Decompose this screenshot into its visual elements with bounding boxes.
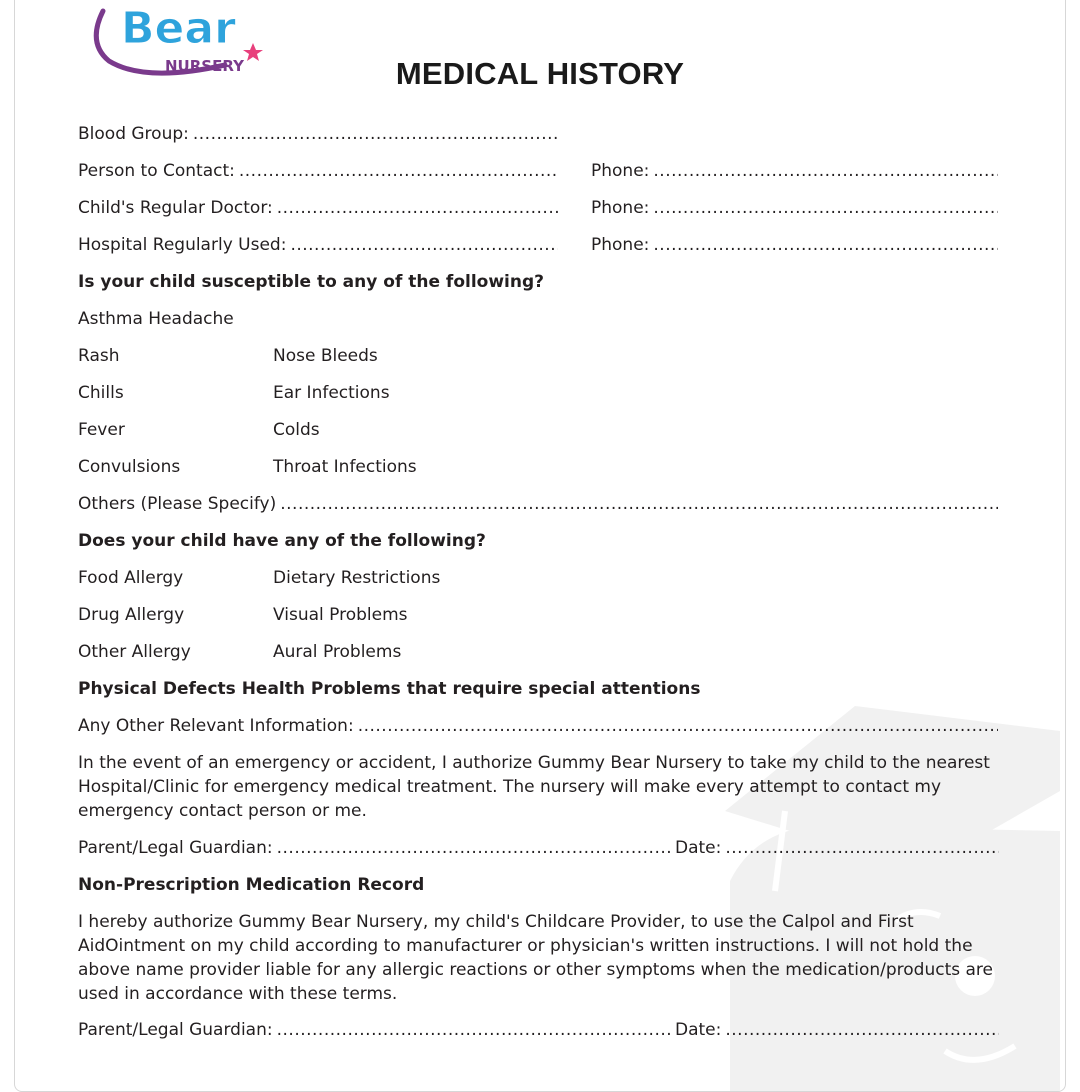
allergy-item: Dietary Restrictions xyxy=(273,568,441,588)
phone-label: Phone: xyxy=(591,161,650,181)
have-following-heading: Does your child have any of the following? xyxy=(78,531,486,551)
allergy-item: Food Allergy xyxy=(78,568,184,588)
regular-doctor-label: Child's Regular Doctor: xyxy=(78,198,273,218)
other-info-label: Any Other Relevant Information: xyxy=(78,716,354,736)
allergy-item: Other Allergy xyxy=(78,642,191,662)
condition-asthma-headache: Asthma Headache xyxy=(78,309,234,329)
guardian-signature-field-2[interactable] xyxy=(78,1018,670,1042)
logo-brand-text: Bear xyxy=(121,3,236,54)
phone-label: Phone: xyxy=(591,235,650,255)
page-title: MEDICAL HISTORY xyxy=(395,56,685,91)
regular-doctor-field[interactable] xyxy=(78,196,558,220)
emergency-authorization-text: In the event of an emergency or accident, I authorize Gummy Bear Nursery to take my child to the nearest Hospital/Clinic for emergency medical treatment. The nursery will make every attempt to contact my emergency contact person or me. xyxy=(78,753,990,821)
date-label: Date: xyxy=(675,1020,722,1040)
guardian-label: Parent/Legal Guardian: xyxy=(78,838,273,858)
medication-record-heading: Non-Prescription Medication Record xyxy=(78,875,425,895)
doctor-phone-field[interactable] xyxy=(591,196,998,220)
condition-item: Rash xyxy=(78,346,120,366)
susceptible-heading: Is your child susceptible to any of the following? xyxy=(78,272,545,292)
person-to-contact-field[interactable] xyxy=(78,159,558,183)
allergy-item: Visual Problems xyxy=(273,605,408,625)
date-field-2[interactable] xyxy=(675,1018,999,1042)
hospital-field[interactable] xyxy=(78,233,558,257)
other-info-field[interactable] xyxy=(78,714,998,738)
medication-authorization-text: I hereby authorize Gummy Bear Nursery, my child's Childcare Provider, to use the Calpol and First AidOintment on my child according to manufacturer or physician's written instructions. I will not hold the above name provider liable for any allergic reactions or other symptoms when the medication/products are used in accordance with these terms. xyxy=(78,912,993,1004)
guardian-signature-field[interactable] xyxy=(78,836,670,860)
allergy-item: Aural Problems xyxy=(273,642,402,662)
condition-item: Ear Infections xyxy=(273,383,390,403)
allergy-item: Drug Allergy xyxy=(78,605,185,625)
physical-defects-heading: Physical Defects Health Problems that require special attentions xyxy=(78,679,701,699)
others-specify-label: Others (Please Specify) xyxy=(78,494,277,514)
guardian-label: Parent/Legal Guardian: xyxy=(78,1020,273,1040)
condition-item: Throat Infections xyxy=(273,457,417,477)
condition-item: Nose Bleeds xyxy=(273,346,378,366)
condition-item: Convulsions xyxy=(78,457,181,477)
blood-group-label: Blood Group: xyxy=(78,124,189,144)
date-label: Date: xyxy=(675,838,722,858)
person-to-contact-label: Person to Contact: xyxy=(78,161,235,181)
blood-group-field[interactable] xyxy=(78,122,558,146)
contact-phone-field[interactable] xyxy=(591,159,998,183)
condition-item: Colds xyxy=(273,420,320,440)
phone-label: Phone: xyxy=(591,198,650,218)
condition-item: Fever xyxy=(78,420,125,440)
hospital-phone-field[interactable] xyxy=(591,233,998,257)
condition-item: Chills xyxy=(78,383,124,403)
others-specify-field[interactable] xyxy=(78,492,998,516)
logo-sub-text: NURSERY xyxy=(165,57,244,75)
date-field[interactable] xyxy=(675,836,999,860)
hospital-label: Hospital Regularly Used: xyxy=(78,235,287,255)
